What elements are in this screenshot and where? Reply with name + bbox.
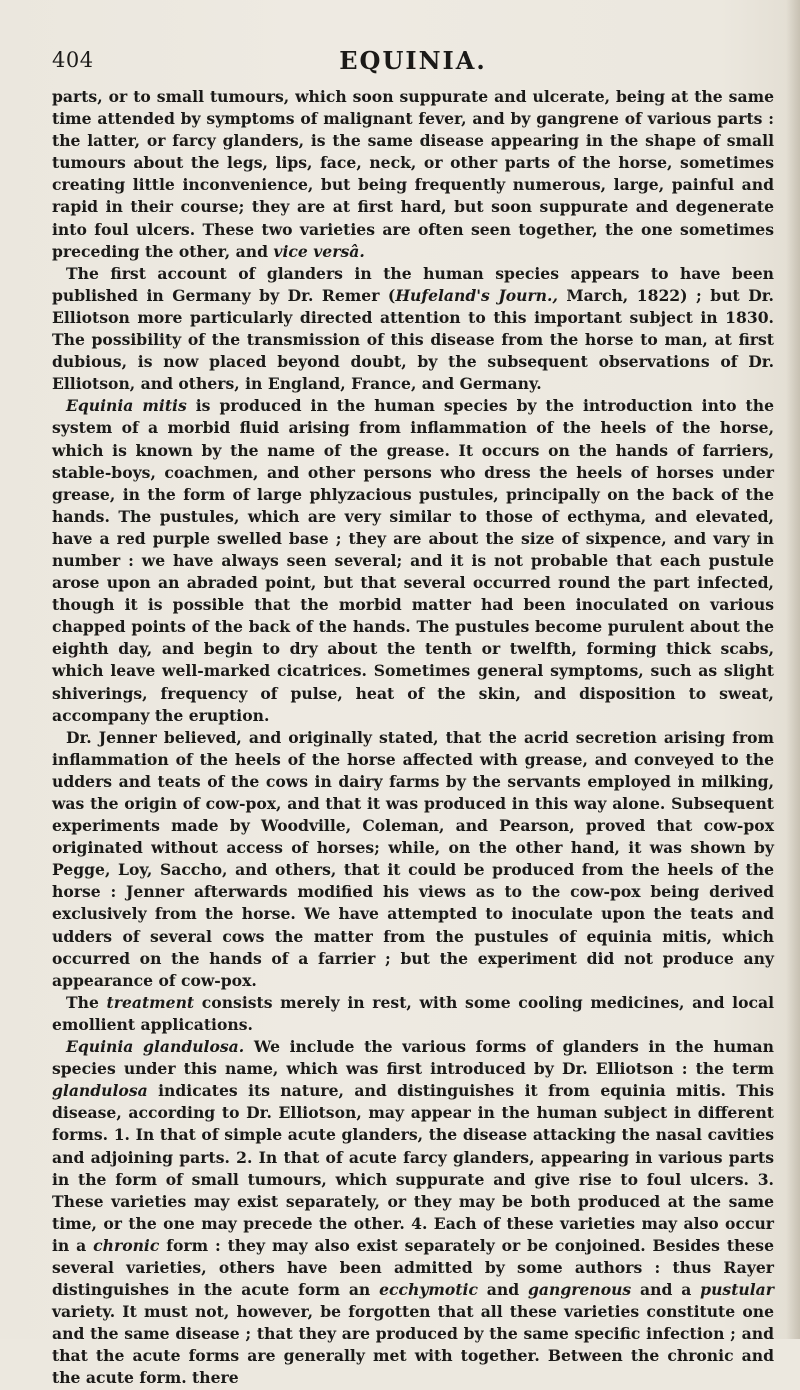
italic-text-segment: gangrenous — [527, 1280, 632, 1300]
text-segment: We include the various forms of glanders in the human species under this name, which was first introduced by Dr. Elliotson : the term — [52, 1037, 774, 1079]
italic-text-segment: Equinia glandulosa. — [66, 1037, 245, 1057]
body-text — [52, 86, 774, 1390]
paragraph-equinia-glandulosa — [52, 1036, 774, 1390]
text-segment: March, 1822) ; but Dr. Elliotson more particularly directed attention to this important subject in 1830. The possibility of the transmission of this disease from the horse to man, at first dubious, is now placed beyond doubt, by the subsequent observations of Dr. Elliotson, and others, in England, France, and Germany. — [52, 285, 774, 394]
page-edge-shadow — [786, 0, 800, 1339]
text-segment: indicates its nature, and distinguishes it from equinia mitis. This disease, according to Dr. Elliotson, may appear in the human subject in different forms. 1. In that of simple acute glanders, the disease attacking the nasal cavities and adjoining parts. 2. In that of acute farcy glanders, appearing in various parts in the form of small tumours, which suppurate and give rise to foul ulcers. 3. These varieties may exist separately, or they may be both produced at the same time, or the one may precede the other. 4. Each of these varieties may also occur in a — [52, 1081, 774, 1255]
running-head: EQUINIA. — [339, 46, 487, 75]
text-segment: is produced in the human species by the introduction into the system of a morbid fluid arising from inflammation of the heels of the horse, which is known by the name of the grease. It occurs on the hands of farriers, stable-boys, coachmen, and other persons who dress the heels of horses under grease, in the form of large phlyzacious pustules, principally on the back of the hands. The pustules, which are very similar to those of ecthyma, and elevated, have a red purple swelled base ; they are about the size of sixpence, and vary in number : we have always seen several; and it is not probable that each pustule arose upon an abraded point, but that several occurred round the part infected, though it is possible that the morbid matter had been inoculated on various chapped points of the back of the hands. The pustules become purulent about the eighth day, and begin to dry about the tenth or twelfth, forming thick scabs, which leave well-marked cicatrices. Sometimes general symptoms, such as slight shiverings, frequency of pulse, heat of the skin, and disposition to sweat, accompany the eruption. — [52, 396, 774, 725]
text-segment: form : they may also exist separately or be conjoined. Besides these several varieties, others have been admitted by some authors : thus Rayer distinguishes in the acute form an — [52, 1235, 774, 1300]
italic-text-segment: glandulosa — [52, 1081, 148, 1101]
text-segment: consists merely in rest, with some cooling medicines, and local emollient applications. — [52, 992, 774, 1034]
text-segment: and — [477, 1280, 528, 1300]
italic-text-segment: Hufeland's Journ., — [395, 285, 558, 305]
italic-text-segment: treatment — [106, 992, 195, 1012]
italic-text-segment: vice versâ. — [273, 241, 365, 261]
text-segment: Dr. Jenner believed, and originally stated, that the acrid secretion arising from inflammation of the heels of the horse affected with grease, and conveyed to the udders and teats of the cows in dairy farms by the servants employed in milking, was the origin of cow-pox, and that it was produced in this way alone. Subsequent experiments made by Woodville, Coleman, and Pearson, proved that cow-pox originated without access of horses; while, on the other hand, it was shown by Pegge, Loy, Saccho, and others, that it could be produced from the heels of the horse : Jenner afterwards modified his views as to the cow-pox being derived exclusively from the horse. We have attempted to inoculate upon the teats and udders of several cows the matter from the pustules of equinia mitis, which occurred on the hands of a farrier ; but the experiment did not produce any appearance of cow-pox. — [52, 727, 774, 990]
page-header — [52, 46, 774, 74]
paragraph-glanders-varieties — [52, 86, 774, 263]
italic-text-segment: chronic — [93, 1235, 160, 1255]
italic-text-segment: ecchymotic — [379, 1280, 478, 1300]
paragraph-equinia-mitis — [52, 395, 774, 726]
paragraph-first-account — [52, 263, 774, 396]
italic-text-segment: pustular — [700, 1280, 774, 1300]
page-number: 404 — [52, 48, 94, 72]
text-segment: variety. It must not, however, be forgotten that all these varieties constitute one and the same disease ; that they are produced by the same specific infection ; and that the acute forms are generally met with together. Between the chronic and the acute form. there — [52, 1302, 774, 1388]
text-segment: parts, or to small tumours, which soon suppurate and ulcerate, being at the same time attended by symptoms of malignant fever, and by gangrene of various parts : the latter, or farcy glanders, is the same disease appearing in the shape of small tumours about the legs, lips, face, neck, or other parts of the horse, sometimes creating little inconvenience, but being frequently numerous, large, painful and rapid in their course; they are at first hard, but soon suppurate and degenerate into foul ulcers. These two varieties are often seen together, the one sometimes preceding the other, and — [52, 87, 774, 261]
paragraph-treatment — [52, 992, 774, 1036]
text-segment: and a — [631, 1280, 701, 1300]
italic-text-segment: Equinia mitis — [66, 396, 187, 416]
paragraph-jenner-cow-pox — [52, 727, 774, 992]
text-segment: The first account of glanders in the human species appears to have been published in Germany by Dr. Remer ( — [52, 263, 774, 305]
text-segment: The — [66, 992, 107, 1012]
